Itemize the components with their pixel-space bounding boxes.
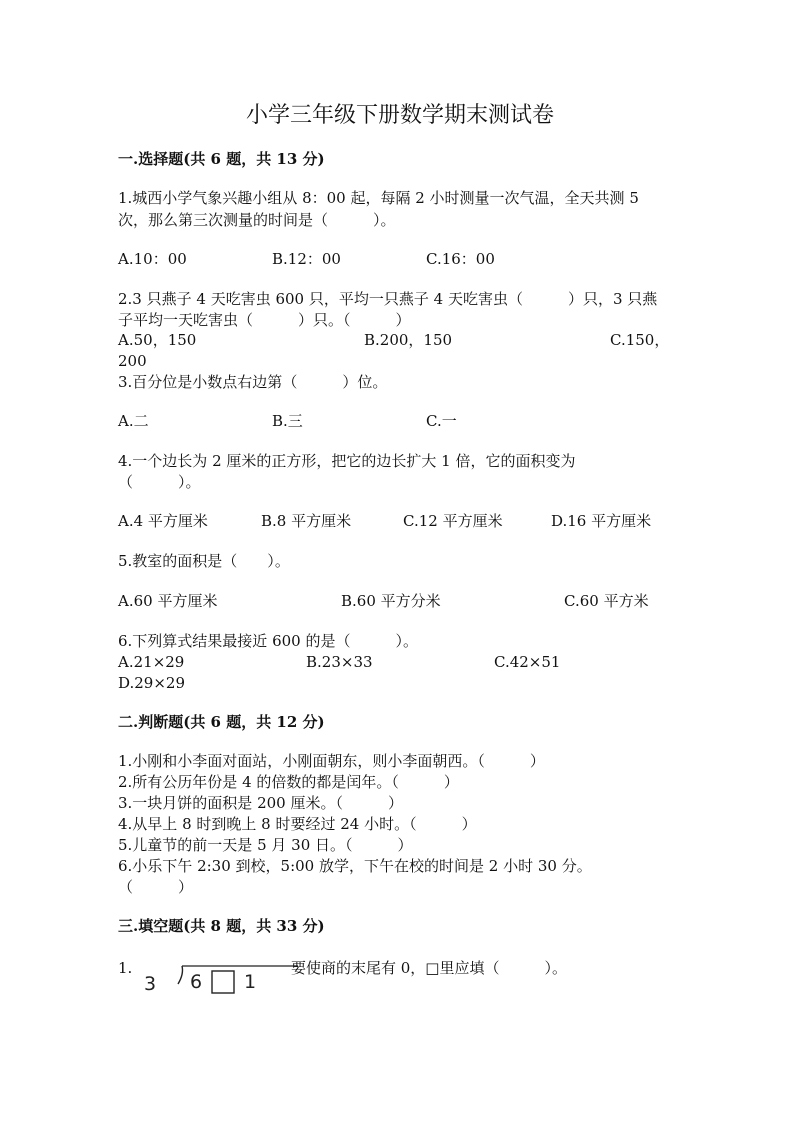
judge-item-continued: （ ） — [118, 878, 194, 896]
question-text: 次，那么第三次测量的时间是（ ）。 — [118, 211, 396, 229]
option-c: C.12 平方厘米 — [403, 512, 503, 530]
option-c: C.60 平方米 — [564, 592, 649, 610]
option-a: A.21×29 — [118, 653, 185, 671]
dividend-digit-2: 1 — [244, 971, 257, 993]
judge-item: 3.一块月饼的面积是 200 厘米。（ ） — [118, 794, 403, 812]
fill-question-number: 1. — [118, 959, 133, 977]
section-heading-judge: 二.判断题(共 6 题，共 12 分) — [118, 713, 325, 731]
blank-box — [212, 971, 234, 993]
question-text: 2.3 只燕子 4 天吃害虫 600 只，平均一只燕子 4 天吃害虫（ ）只，3 只燕 — [118, 290, 658, 308]
option-c: C.16：00 — [426, 250, 495, 268]
option-b: B.60 平方分米 — [341, 592, 441, 610]
option-b: B.200，150 — [364, 331, 453, 349]
section-heading-choice: 一.选择题(共 6 题，共 13 分) — [118, 150, 325, 168]
option-c: C.150， — [610, 331, 670, 349]
option-a: A.4 平方厘米 — [118, 512, 208, 530]
option-b: B.8 平方厘米 — [261, 512, 352, 530]
judge-item: 4.从早上 8 时到晚上 8 时要经过 24 小时。（ ） — [118, 815, 477, 833]
question-text: 子平均一天吃害虫（ ）只。（ ） — [118, 311, 411, 329]
option-c-continued: 200 — [118, 352, 147, 370]
question-text: 1.城西小学气象兴趣小组从 8：00 起，每隔 2 小时测量一次气温，全天共测 5 — [118, 189, 639, 207]
judge-item: 6.小乐下午 2:30 到校，5:00 放学，下午在校的时间是 2 小时 30 分。 — [118, 857, 592, 875]
fill-question-text: 要使商的末尾有 0，□里应填（ ）。 — [291, 959, 567, 977]
question-text: 3.百分位是小数点右边第（ ）位。 — [118, 373, 388, 391]
option-a: A.二 — [118, 412, 149, 430]
divisor: 3 — [144, 973, 157, 995]
judge-item: 2.所有公历年份是 4 的倍数的都是闰年。（ ） — [118, 773, 459, 791]
option-b: B.三 — [272, 412, 303, 430]
judge-item: 1.小刚和小李面对面站，小刚面朝东，则小李面朝西。（ ） — [118, 752, 545, 770]
page-title: 小学三年级下册数学期末测试卷 — [245, 103, 554, 128]
option-d: D.29×29 — [118, 674, 186, 692]
option-a: A.10：00 — [118, 250, 187, 268]
question-text: 6.下列算式结果最接近 600 的是（ ）。 — [118, 632, 418, 650]
dividend-digit-1: 6 — [190, 971, 203, 993]
option-b: B.23×33 — [306, 653, 373, 671]
judge-item: 5.儿童节的前一天是 5 月 30 日。（ ） — [118, 836, 413, 854]
question-text: 4.一个边长为 2 厘米的正方形，把它的边长扩大 1 倍，它的面积变为 — [118, 452, 576, 470]
question-text: 5.教室的面积是（ ）。 — [118, 552, 290, 570]
option-d: D.16 平方厘米 — [551, 512, 652, 530]
section-heading-fill: 三.填空题(共 8 题，共 33 分) — [118, 917, 325, 935]
option-a: A.60 平方厘米 — [118, 592, 218, 610]
long-division-figure — [140, 964, 300, 1000]
option-c: C.42×51 — [494, 653, 561, 671]
question-text: （ ）。 — [118, 473, 201, 491]
division-bracket — [178, 966, 183, 984]
option-a: A.50，150 — [118, 331, 197, 349]
option-c: C.一 — [426, 412, 457, 430]
option-b: B.12：00 — [272, 250, 341, 268]
